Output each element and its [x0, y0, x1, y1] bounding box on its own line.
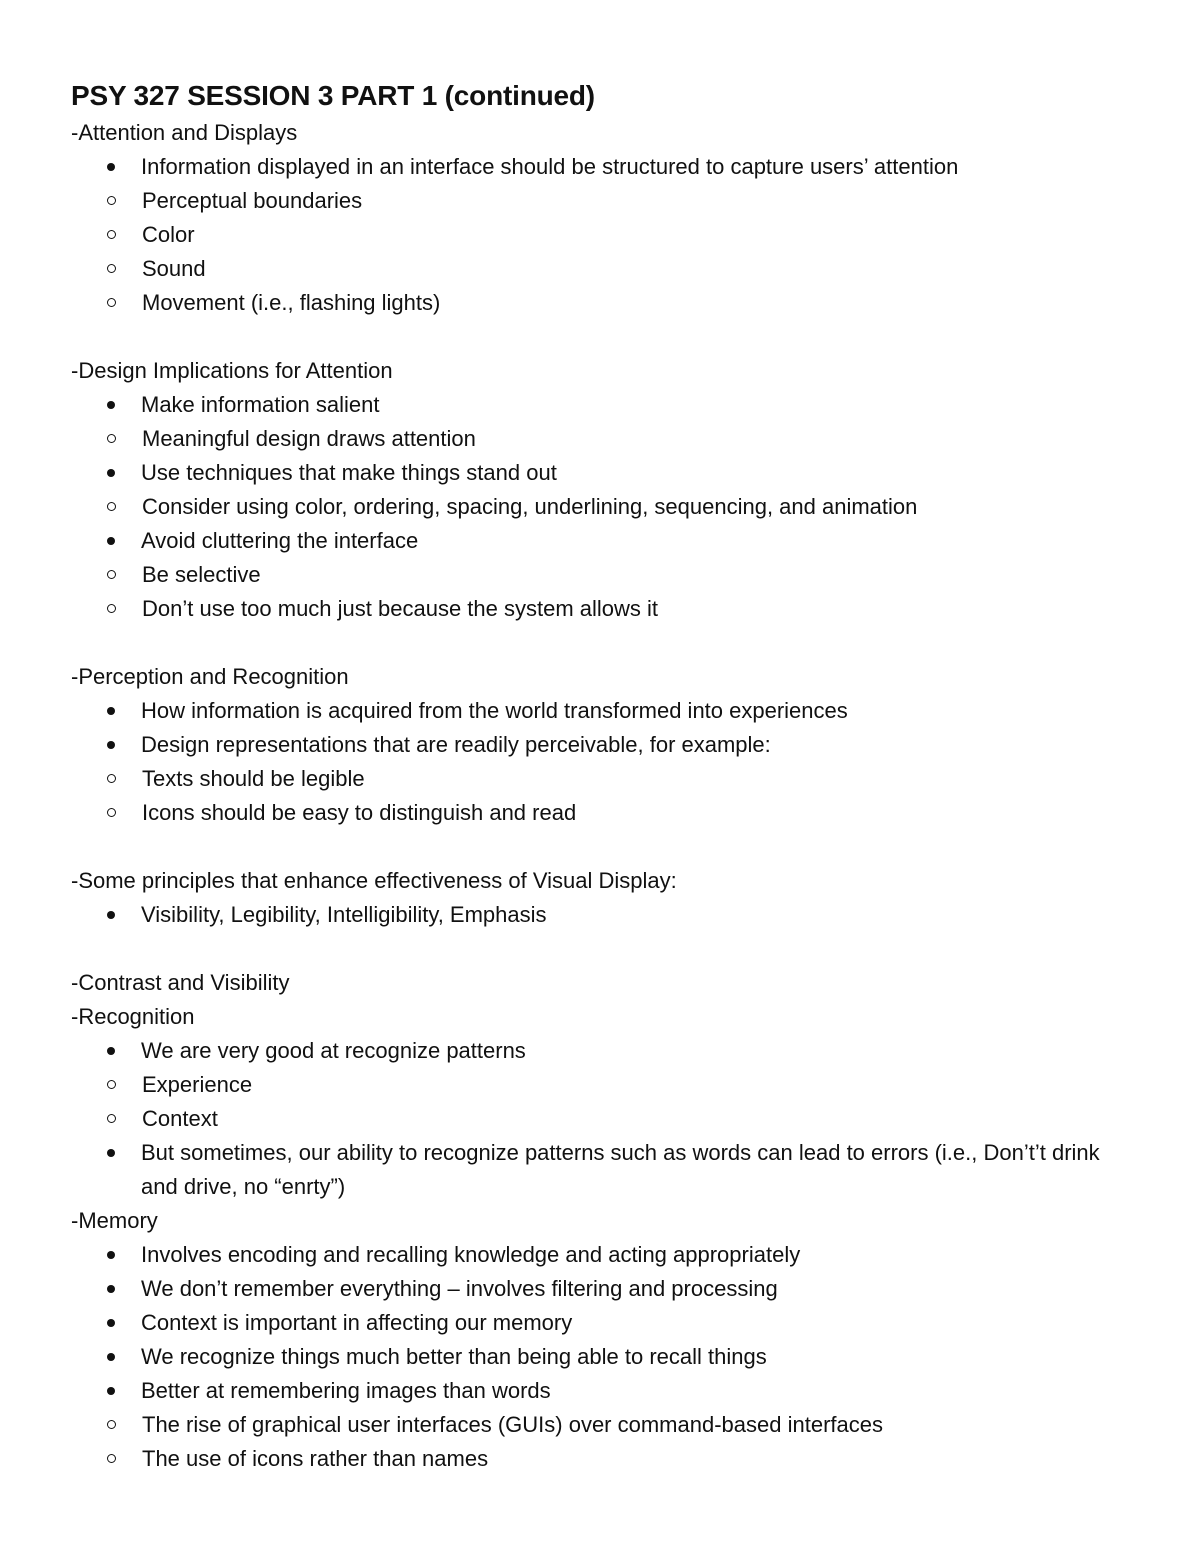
sub-list-item	[71, 1068, 1141, 1102]
sub-list-item-text: Experience	[142, 1072, 253, 1097]
hollow-bullet-icon	[107, 502, 116, 511]
sub-list-item-text: Texts should be legible	[142, 766, 365, 791]
list-item-text: Context is important in affecting our memory	[141, 1310, 573, 1335]
sub-bullet-list	[71, 422, 1141, 456]
bullet-icon	[107, 911, 115, 919]
sub-list-item	[71, 1102, 1141, 1136]
sub-list-item-text: Meaningful design draws attention	[142, 426, 476, 451]
section-heading: -Recognition	[71, 1004, 195, 1029]
sub-bullet-list	[71, 1408, 1141, 1476]
list-item-text: Involves encoding and recalling knowledge and acting appropriately	[141, 1242, 801, 1267]
list-item	[71, 1374, 1141, 1408]
bullet-list	[71, 898, 1141, 932]
bullet-icon	[107, 1149, 115, 1157]
section-attention-and-displays	[71, 116, 1141, 320]
bullet-list	[71, 1034, 1141, 1068]
hollow-bullet-icon	[107, 196, 116, 205]
section-heading: -Attention and Displays	[71, 120, 298, 145]
sub-bullet-list	[71, 762, 1141, 830]
list-item-text: Better at remembering images than words	[141, 1378, 551, 1403]
list-item	[71, 1136, 1141, 1204]
hollow-bullet-icon	[107, 434, 116, 443]
sub-list-item-text: Perceptual boundaries	[142, 188, 363, 213]
sub-list-item	[71, 422, 1141, 456]
sub-list-item-text: Movement (i.e., flashing lights)	[142, 290, 441, 315]
list-item	[71, 1306, 1141, 1340]
list-item	[71, 1238, 1141, 1272]
list-item-text: Visibility, Legibility, Intelligibility, Emphasis	[141, 902, 547, 927]
bullet-list	[71, 456, 1141, 490]
list-item	[71, 1034, 1141, 1068]
section-heading: -Design Implications for Attention	[71, 358, 393, 383]
list-item-text: How information is acquired from the world transformed into experiences	[141, 698, 848, 723]
section-heading: -Some principles that enhance effectiveness of Visual Display:	[71, 868, 677, 893]
sub-list-item	[71, 218, 1141, 252]
hollow-bullet-icon	[107, 230, 116, 239]
list-item	[71, 524, 1141, 558]
section-heading: -Perception and Recognition	[71, 664, 349, 689]
sub-list-item	[71, 762, 1141, 796]
hollow-bullet-icon	[107, 1080, 116, 1089]
section-contrast-and-recognition	[71, 966, 1141, 1204]
bullet-list	[71, 524, 1141, 558]
list-item	[71, 456, 1141, 490]
bullet-list	[71, 150, 1141, 184]
section-memory	[71, 1204, 1141, 1476]
list-item-text: Use techniques that make things stand out	[141, 460, 557, 485]
sub-list-item-text: Icons should be easy to distinguish and read	[142, 800, 577, 825]
hollow-bullet-icon	[107, 774, 116, 783]
sub-bullet-list	[71, 490, 1141, 524]
bullet-icon	[107, 163, 115, 171]
sub-bullet-list	[71, 558, 1141, 626]
sub-list-item	[71, 490, 1141, 524]
hollow-bullet-icon	[107, 1420, 116, 1429]
sub-list-item-text: Context	[142, 1106, 218, 1131]
section-heading: -Memory	[71, 1208, 158, 1233]
bullet-icon	[107, 1353, 115, 1361]
section-design-implications	[71, 354, 1141, 626]
list-item-text: But sometimes, our ability to recognize patterns such as words can lead to errors (i.e., Don’t’t drink and drive, no “enrty”)	[141, 1140, 1100, 1199]
list-item	[71, 1340, 1141, 1374]
bullet-list	[71, 388, 1141, 422]
hollow-bullet-icon	[107, 570, 116, 579]
sub-list-item	[71, 286, 1141, 320]
bullet-list	[71, 694, 1141, 762]
sub-list-item-text: The rise of graphical user interfaces (GUIs) over command-based interfaces	[142, 1412, 883, 1437]
list-item	[71, 898, 1141, 932]
bullet-list	[71, 1136, 1141, 1204]
list-item-text: We don’t remember everything – involves filtering and processing	[141, 1276, 778, 1301]
list-item-text: Avoid cluttering the interface	[141, 528, 419, 553]
section-visual-display-principles	[71, 864, 1141, 932]
bullet-icon	[107, 1047, 115, 1055]
sub-list-item-text: The use of icons rather than names	[142, 1446, 489, 1471]
list-item	[71, 1272, 1141, 1306]
bullet-icon	[107, 1319, 115, 1327]
sub-list-item-text: Consider using color, ordering, spacing, underlining, sequencing, and animation	[142, 494, 918, 519]
hollow-bullet-icon	[107, 298, 116, 307]
section-perception-and-recognition	[71, 660, 1141, 830]
bullet-icon	[107, 1387, 115, 1395]
section-heading: -Contrast and Visibility	[71, 970, 290, 995]
bullet-icon	[107, 741, 115, 749]
hollow-bullet-icon	[107, 808, 116, 817]
sub-bullet-list	[71, 1068, 1141, 1136]
sub-list-item	[71, 1442, 1141, 1476]
list-item	[71, 728, 1141, 762]
bullet-icon	[107, 1251, 115, 1259]
bullet-icon	[107, 537, 115, 545]
list-item-text: Information displayed in an interface should be structured to capture users’ attention	[141, 154, 959, 179]
list-item-text: We recognize things much better than being able to recall things	[141, 1344, 767, 1369]
sub-list-item	[71, 252, 1141, 286]
list-item-text: We are very good at recognize patterns	[141, 1038, 526, 1063]
sub-list-item-text: Sound	[142, 256, 206, 281]
bullet-icon	[107, 707, 115, 715]
hollow-bullet-icon	[107, 1454, 116, 1463]
sub-list-item	[71, 796, 1141, 830]
sub-list-item-text: Be selective	[142, 562, 261, 587]
sub-bullet-list	[71, 184, 1141, 320]
document-body	[71, 78, 1141, 1476]
list-item	[71, 150, 1141, 184]
hollow-bullet-icon	[107, 604, 116, 613]
bullet-icon	[107, 469, 115, 477]
hollow-bullet-icon	[107, 1114, 116, 1123]
bullet-list	[71, 1238, 1141, 1408]
list-item	[71, 388, 1141, 422]
sub-list-item	[71, 1408, 1141, 1442]
bullet-icon	[107, 1285, 115, 1293]
sub-list-item-text: Don’t use too much just because the system allows it	[142, 596, 659, 621]
list-item-text: Design representations that are readily perceivable, for example:	[141, 732, 771, 757]
list-item-text: Make information salient	[141, 392, 380, 417]
sub-list-item-text: Color	[142, 222, 195, 247]
hollow-bullet-icon	[107, 264, 116, 273]
sub-list-item	[71, 592, 1141, 626]
sub-list-item	[71, 184, 1141, 218]
list-item	[71, 694, 1141, 728]
sub-list-item	[71, 558, 1141, 592]
bullet-icon	[107, 401, 115, 409]
page-title: PSY 327 SESSION 3 PART 1 (continued)	[71, 80, 595, 111]
